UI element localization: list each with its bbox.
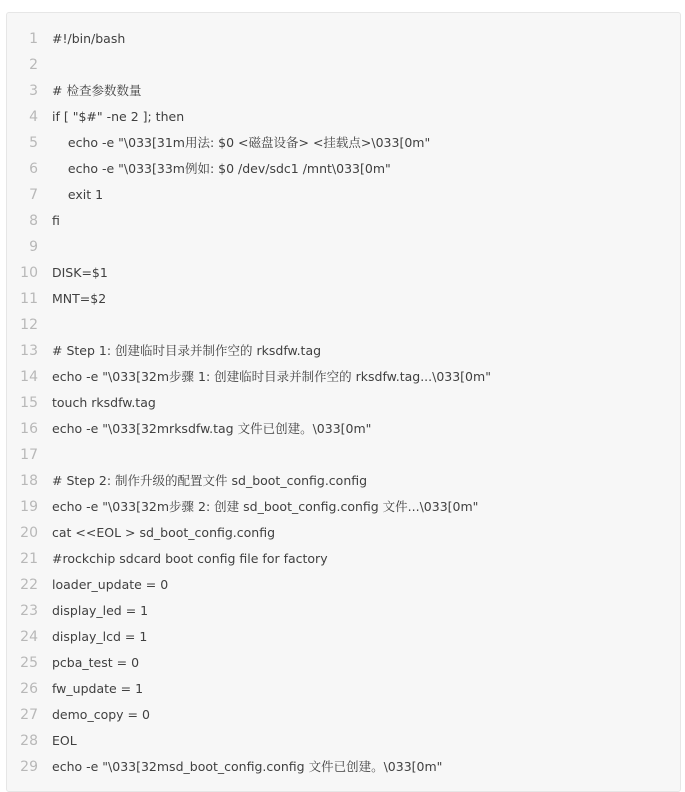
code-line	[7, 182, 680, 208]
code-text: fi	[52, 213, 60, 228]
line-number: 5	[29, 135, 38, 151]
line-number: 12	[20, 317, 38, 333]
line-number: 16	[20, 421, 38, 437]
code-text: touch rksdfw.tag	[52, 395, 156, 410]
code-text: # 检查参数数量	[52, 83, 142, 98]
code-text: MNT=$2	[52, 291, 107, 306]
line-number: 4	[29, 109, 38, 125]
line-number: 29	[20, 759, 38, 775]
line-number: 28	[20, 733, 38, 749]
code-line	[7, 104, 680, 130]
code-line	[7, 26, 680, 52]
code-line	[7, 468, 680, 494]
code-text: cat <<EOL > sd_boot_config.config	[52, 525, 276, 540]
code-line	[7, 416, 680, 442]
line-number: 19	[20, 499, 38, 515]
line-number: 3	[29, 83, 38, 99]
code-line	[7, 260, 680, 286]
code-text: echo -e "\033[31m用法: $0 <磁盘设备> <挂载点>\033[0m"	[52, 135, 431, 150]
line-number: 11	[20, 291, 38, 307]
code-text: echo -e "\033[32m步骤 2: 创建 sd_boot_config.config 文件...\033[0m"	[52, 499, 479, 514]
code-line	[7, 702, 680, 728]
line-number: 21	[20, 551, 38, 567]
line-number: 10	[20, 265, 38, 281]
line-number: 23	[20, 603, 38, 619]
code-line	[7, 754, 680, 780]
code-block[interactable]	[6, 12, 681, 792]
code-line	[7, 546, 680, 572]
code-line	[7, 52, 680, 78]
line-number: 22	[20, 577, 38, 593]
line-number: 9	[29, 239, 38, 255]
line-number: 18	[20, 473, 38, 489]
line-number: 6	[29, 161, 38, 177]
code-line	[7, 676, 680, 702]
code-line	[7, 130, 680, 156]
code-line	[7, 598, 680, 624]
code-line	[7, 442, 680, 468]
code-lines	[7, 26, 680, 780]
line-number: 7	[29, 187, 38, 203]
code-line	[7, 234, 680, 260]
code-line	[7, 624, 680, 650]
code-text: #rockchip sdcard boot config file for factory	[52, 551, 328, 566]
code-text: DISK=$1	[52, 265, 108, 280]
code-text: display_lcd = 1	[52, 629, 148, 644]
code-text: echo -e "\033[32mrksdfw.tag 文件已创建。\033[0m"	[52, 421, 372, 436]
code-line	[7, 494, 680, 520]
line-number: 13	[20, 343, 38, 359]
line-number: 17	[20, 447, 38, 463]
code-text: display_led = 1	[52, 603, 149, 618]
code-text: EOL	[52, 733, 77, 748]
code-text: demo_copy = 0	[52, 707, 150, 722]
code-text: loader_update = 0	[52, 577, 169, 592]
line-number: 1	[29, 31, 38, 47]
line-number: 26	[20, 681, 38, 697]
code-text: if [ "$#" -ne 2 ]; then	[52, 109, 185, 124]
code-line	[7, 390, 680, 416]
line-number: 20	[20, 525, 38, 541]
code-line	[7, 286, 680, 312]
code-line	[7, 728, 680, 754]
code-text: echo -e "\033[32m步骤 1: 创建临时目录并制作空的 rksdfw.tag...\033[0m"	[52, 369, 491, 384]
line-number: 27	[20, 707, 38, 723]
code-text: exit 1	[52, 187, 104, 202]
code-text: # Step 1: 创建临时目录并制作空的 rksdfw.tag	[52, 343, 322, 358]
line-number: 14	[20, 369, 38, 385]
code-line	[7, 208, 680, 234]
code-line	[7, 572, 680, 598]
code-text: # Step 2: 制作升级的配置文件 sd_boot_config.config	[52, 473, 368, 488]
code-text: pcba_test = 0	[52, 655, 140, 670]
code-text: fw_update = 1	[52, 681, 144, 696]
code-line	[7, 312, 680, 338]
line-number: 8	[29, 213, 38, 229]
line-number: 2	[29, 57, 38, 73]
code-line	[7, 78, 680, 104]
code-line	[7, 650, 680, 676]
line-number: 25	[20, 655, 38, 671]
line-number: 24	[20, 629, 38, 645]
code-text: echo -e "\033[32msd_boot_config.config 文件已创建。\033[0m"	[52, 759, 443, 774]
code-text: #!/bin/bash	[52, 31, 126, 46]
code-line	[7, 364, 680, 390]
line-number: 15	[20, 395, 38, 411]
code-line	[7, 520, 680, 546]
code-text: echo -e "\033[33m例如: $0 /dev/sdc1 /mnt\033[0m"	[52, 161, 391, 176]
code-line	[7, 156, 680, 182]
code-line	[7, 338, 680, 364]
